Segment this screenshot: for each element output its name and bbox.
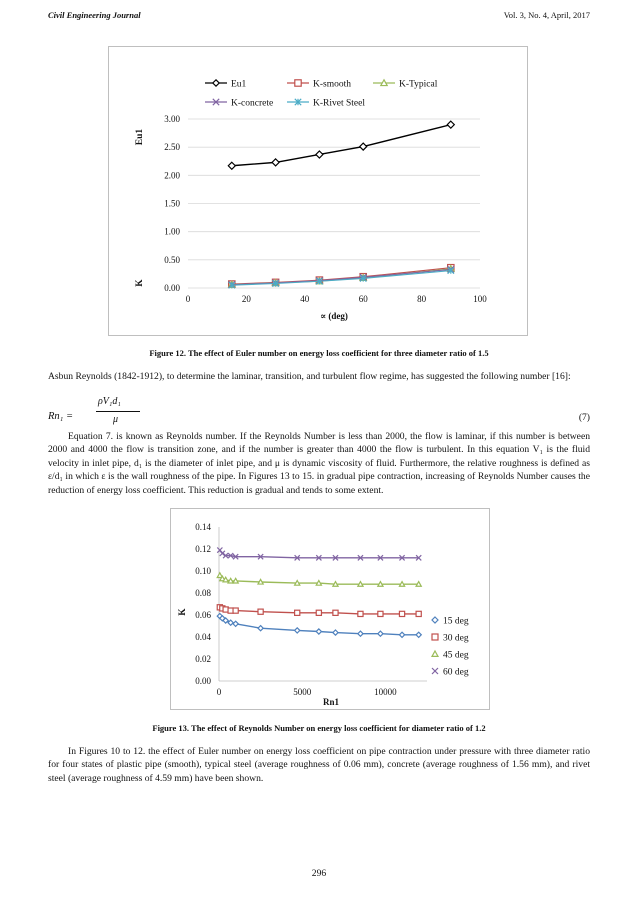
equation-number: (7) xyxy=(578,412,590,423)
y-tick-label: 0.12 xyxy=(195,544,211,554)
legend-label: K-Rivet Steel xyxy=(313,98,365,109)
legend-label: 15 deg xyxy=(443,616,469,627)
legend-entry-45-deg xyxy=(432,651,469,661)
data-point xyxy=(258,579,263,584)
data-point xyxy=(295,610,300,615)
legend-label: 60 deg xyxy=(443,667,469,678)
volume-info: Vol. 3, No. 4, April, 2017 xyxy=(503,10,590,20)
x-axis-label: ∝ (deg) xyxy=(320,311,348,321)
data-point xyxy=(416,582,421,587)
data-point xyxy=(272,159,279,166)
data-point xyxy=(295,581,300,586)
paragraph-euler-figures: In Figures 10 to 12. the effect of Euler number on energy loss coefficient on pipe contraction under pressure with three diameter ratio for four states of plastic pipe (smooth), typical steel (average roughness of 0.06 mm), concrete (average roughness of 1.56 mm), and rivet steel (average roughness of 4.59 mm) have been shown. xyxy=(48,746,590,784)
data-point xyxy=(333,610,338,615)
paragraph-reynolds-intro: Asbun Reynolds (1842-1912), to determine the laminar, transition, and turbulent flow regime, has suggested the following number [16]: xyxy=(48,371,571,382)
y-tick-label: 1.50 xyxy=(164,198,180,209)
y-axis-label: K xyxy=(178,608,188,616)
series-30-deg xyxy=(217,605,421,617)
x-tick-label: 0 xyxy=(185,294,191,304)
data-point xyxy=(399,582,404,587)
data-point xyxy=(378,611,383,616)
y-axis-label-k: K xyxy=(135,279,145,287)
x-tick-label: 100 xyxy=(473,294,487,304)
data-point xyxy=(358,611,363,616)
legend-label: K-smooth xyxy=(313,79,351,90)
legend-entry-k-smooth xyxy=(287,80,351,90)
reynolds-chart-svg xyxy=(171,509,489,709)
legend-marker xyxy=(295,80,301,86)
legend-entry-k-concrete xyxy=(205,99,273,109)
data-point xyxy=(233,578,238,583)
x-tick-label: 40 xyxy=(300,294,310,304)
page-number: 296 xyxy=(311,868,327,879)
legend-label: 45 deg xyxy=(443,650,469,661)
data-point xyxy=(416,611,421,616)
data-point xyxy=(399,632,404,637)
y-tick-label: 0.02 xyxy=(195,654,211,664)
x-tick-label: 80 xyxy=(417,294,427,304)
series-eu1 xyxy=(228,121,454,169)
y-tick-label: 2.00 xyxy=(164,170,180,181)
y-axis-label-eu1: Eu1 xyxy=(135,128,145,146)
data-point xyxy=(360,143,367,150)
legend-label: K-concrete xyxy=(231,98,274,109)
legend-marker xyxy=(213,80,219,86)
data-point xyxy=(316,581,321,586)
legend-label: K-Typical xyxy=(399,79,438,90)
legend-label: 30 deg xyxy=(443,633,469,644)
data-point xyxy=(228,578,233,583)
figure-12-chart xyxy=(108,46,528,336)
y-tick-label: 0.00 xyxy=(164,283,180,293)
x-axis-label: Rn1 xyxy=(322,697,340,707)
legend-marker xyxy=(432,634,438,640)
figure-13-chart xyxy=(170,508,490,710)
y-tick-label: 0.04 xyxy=(195,632,211,642)
data-point xyxy=(233,621,238,626)
y-tick-label: 3.00 xyxy=(164,114,180,124)
legend-marker xyxy=(432,617,438,623)
data-point xyxy=(399,611,404,616)
figure-12-caption: Figure 12. The effect of Euler number on energy loss coefficient for three diameter ratio of 1.5 xyxy=(149,348,489,358)
journal-name: Civil Engineering Journal xyxy=(48,10,141,20)
series-60-deg xyxy=(217,548,421,561)
legend-entry-15-deg xyxy=(432,617,469,627)
series-line xyxy=(232,268,451,284)
data-point xyxy=(228,620,233,625)
series-45-deg xyxy=(217,573,421,586)
euler-chart-svg xyxy=(109,47,527,335)
data-point xyxy=(416,632,421,637)
legend-entry-30-deg xyxy=(432,634,469,644)
y-tick-label: 1.00 xyxy=(164,226,180,237)
data-point xyxy=(358,631,363,636)
x-tick-label: 10000 xyxy=(374,687,397,697)
equation-numerator: ρV₁d₁ xyxy=(98,396,121,407)
legend-entry-k-rivet-steel xyxy=(287,99,365,109)
series-line xyxy=(232,125,451,166)
equation-denominator: μ xyxy=(113,414,119,425)
x-tick-label: 20 xyxy=(241,294,251,304)
data-point xyxy=(378,631,383,636)
x-tick-label: 5000 xyxy=(293,687,312,697)
x-tick-label: 0 xyxy=(216,687,222,697)
legend-marker xyxy=(432,668,438,674)
data-point xyxy=(228,162,235,169)
y-tick-label: 0.50 xyxy=(164,254,180,265)
y-tick-label: 0.08 xyxy=(195,588,211,598)
data-point xyxy=(358,582,363,587)
data-point xyxy=(258,626,263,631)
legend-entry-k-typical xyxy=(373,80,438,90)
x-tick-label: 60 xyxy=(358,294,368,304)
figure-13-caption: Figure 13. The effect of Reynolds Number on energy loss coefficient for diameter ratio of 1.2 xyxy=(152,723,486,733)
equation-fraction-bar xyxy=(96,411,140,412)
legend-marker xyxy=(381,80,387,86)
legend-label: Eu1 xyxy=(231,79,247,90)
legend-entry-eu1 xyxy=(205,80,247,90)
series-k-concrete xyxy=(229,266,454,288)
y-tick-label: 0.06 xyxy=(195,610,211,620)
data-point xyxy=(378,582,383,587)
y-tick-label: 0.10 xyxy=(195,566,211,576)
data-point xyxy=(316,629,321,634)
y-tick-label: 0.14 xyxy=(195,522,211,532)
data-point xyxy=(233,608,238,613)
data-point xyxy=(295,628,300,633)
y-tick-label: 2.50 xyxy=(164,142,180,153)
legend-marker xyxy=(432,651,438,656)
data-point xyxy=(258,609,263,614)
data-point xyxy=(447,121,454,128)
paragraph-reynolds-explanation: Equation 7. is known as Reynolds number. If the Reynolds Number is less than 2000, the flow is laminar, if this number is between 2000 and 4000 the flow is transition zone, and if the number is greater than 4000 the flow is turbulent. In this equation V₁ is the fluid velocity in inlet pipe, d₁ is the diameter of inlet pipe, and μ is dynamic viscosity of fluid. Furthermore, the relative roughness is defined as ε/d₁ in which ε is the wall roughness of the pipe. In Figures 13 to 15. in gradual pipe contraction, increasing of Reynolds Number causes the reduction of energy loss coefficient. This reduction is gradual and tends to some extent. xyxy=(48,431,590,496)
data-point xyxy=(316,610,321,615)
data-point xyxy=(333,630,338,635)
data-point xyxy=(316,151,323,158)
legend-entry-60-deg xyxy=(432,668,469,678)
data-point xyxy=(333,582,338,587)
y-tick-label: 0.00 xyxy=(195,676,211,686)
series-15-deg xyxy=(217,614,421,638)
equation-lhs: Rn₁ = xyxy=(48,411,74,422)
